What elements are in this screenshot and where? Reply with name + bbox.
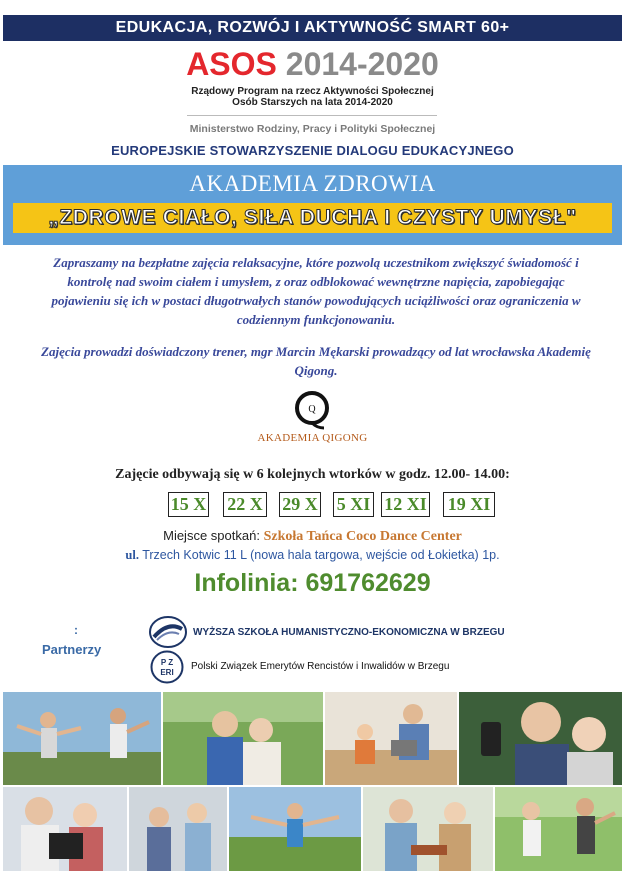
asos-years-text: 2014-2020	[285, 46, 439, 82]
trainer-paragraph: Zajęcia prowadzi doświadczony trener, mgr Marcin Mękarski prowadzący od lat wrocławska Akademię Qigong.	[41, 344, 591, 378]
association-name: EUROPEJSKIE STOWARZYSZENIE DIALOGU EDUKACYJNEGO	[111, 143, 514, 158]
address-text: Trzech Kotwic 11 L (nowa hala targowa, wejście od Łokietka) 1p.	[142, 548, 500, 562]
photo-seniors-class	[129, 787, 227, 871]
ministry-text: Ministerstwo Rodziny, Pracy i Polityki Społecznej	[189, 123, 436, 135]
date-box: 19 XI	[443, 492, 495, 517]
top-banner: EDUKACJA, ROZWÓJ I AKTYWNOŚĆ SMART 60+	[3, 15, 622, 41]
street-prefix: ul.	[125, 548, 139, 562]
program-line-2: Osób Starszych na lata 2014-2020	[232, 97, 393, 108]
venue-name: Szkoła Tańca Coco Dance Center	[263, 529, 462, 544]
qigong-logo-icon	[291, 388, 333, 430]
program-line-1: Rządowy Program na rzecz Aktywności Społecznej	[191, 86, 434, 97]
partner-pzeri: Polski Związek Emerytów Rencistów i Inwalidów w Brzegu	[191, 661, 450, 672]
meeting-place	[0, 528, 625, 545]
date-box: 22 X	[223, 492, 267, 517]
photo-grandparents-laptop	[325, 692, 457, 785]
pzeri-logo-icon	[150, 650, 184, 684]
asos-logo	[0, 44, 625, 84]
photo-seniors-board-game	[363, 787, 493, 871]
date-box: 15 X	[168, 492, 209, 517]
date-box: 12 XI	[381, 492, 430, 517]
infoline[interactable]: Infolinia: 691762629	[194, 569, 431, 597]
schedule-dates	[168, 492, 498, 517]
photo-senior-tablet	[3, 787, 127, 871]
svg-text:P Z: P Z	[160, 658, 174, 667]
partners-label: Partnerzy	[42, 642, 102, 657]
partners-colon: :	[74, 623, 78, 637]
meeting-place-label: Miejsce spotkań:	[163, 528, 260, 543]
photo-collage	[3, 692, 622, 871]
divider	[187, 115, 437, 116]
photo-seniors-outdoor-exercise	[229, 787, 361, 871]
qigong-logo-letter: Q	[308, 404, 316, 415]
slogan-text: „ZDROWE CIAŁO, SIŁA DUCHA I CZYSTY UMYSŁ"	[48, 206, 577, 229]
academy-title: AKADEMIA ZDROWIA	[189, 171, 436, 196]
wshe-logo-icon	[148, 615, 188, 649]
intro-paragraph: Zapraszamy na bezpłatne zajęcia relaksacyjne, które pozwolą uczestnikom zwiększyć świadomość i kontrolę nad swoim ciałem i umysłem, z oraz odblokować wewnętrzne napięcia, zapobiegając pojawieniu się ich w postaci długotrwałych stanów powodujących uciążliwości oraz ograniczenia w codziennym funkcjonowaniu.	[51, 255, 581, 327]
partner-wshe: WYŻSZA SZKOŁA HUMANISTYCZNO-EKONOMICZNA W BRZEGU	[193, 627, 505, 638]
photo-seniors-tai-chi	[495, 787, 622, 871]
photo-seniors-exercising	[3, 692, 161, 785]
photo-senior-couple-smartphone	[459, 692, 622, 785]
program-text	[0, 86, 625, 108]
date-box: 29 X	[279, 492, 321, 517]
photo-senior-couple-park	[163, 692, 323, 785]
qigong-logo-text: AKADEMIA QIGONG	[257, 432, 368, 444]
date-box: 5 XI	[333, 492, 374, 517]
address	[0, 548, 625, 563]
svg-text:ERI: ERI	[160, 668, 174, 677]
schedule-heading: Zajęcie odbywają się w 6 kolejnych wtorków w godz. 12.00- 14.00:	[115, 467, 510, 482]
asos-red-text: ASOS	[186, 46, 277, 82]
